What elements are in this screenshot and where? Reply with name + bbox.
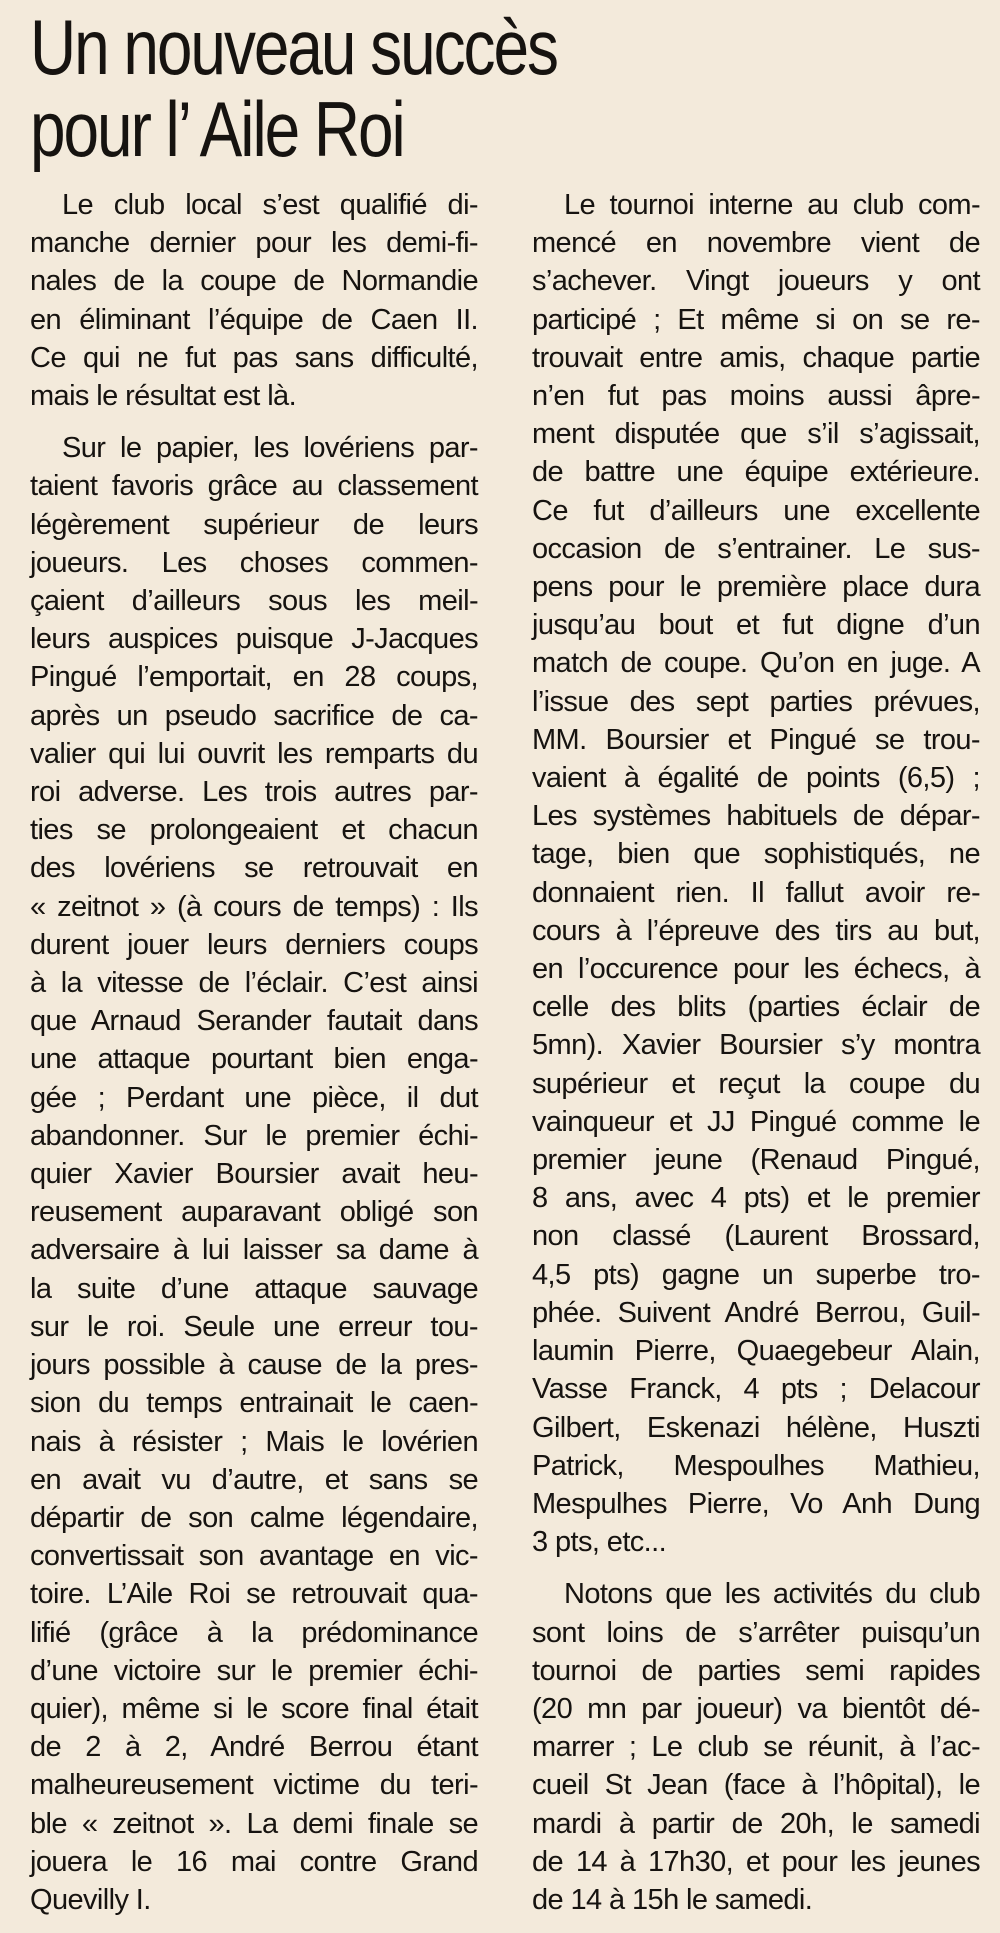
text-line: sur le roi. Seule une erreur tou-	[30, 1310, 478, 1343]
text-line: leurs auspices puisque J-Jacques	[30, 623, 478, 656]
text-line: marrer ; Le club se réunit, à l’ac-	[532, 1731, 980, 1764]
title-line: Un nouveau succès	[30, 3, 557, 91]
text-line: Sur le papier, les lovériens par-	[62, 432, 478, 465]
article-column-right	[532, 186, 980, 1933]
text-line: de battre une équipe extérieure.	[532, 456, 980, 489]
text-line: Le club local s’est qualifié di-	[62, 189, 478, 221]
text-line: trouvait entre amis, chaque partie	[532, 341, 980, 374]
text-line: phée. Suivent André Berrou, Guil-	[532, 1296, 980, 1329]
text-line: occasion de s’entrainer. Le sus-	[532, 532, 980, 565]
text-line: de 14 à 17h30, et pour les jeunes	[532, 1845, 980, 1878]
text-line: premier jeune (Renaud Pingué,	[532, 1144, 980, 1177]
text-line: ment disputée que s’il s’agissait,	[532, 418, 980, 451]
text-line: Le tournoi interne au club com-	[564, 189, 980, 221]
text-line: « zeitnot » (à cours de temps) : Ils	[30, 890, 478, 923]
text-line: manche dernier pour les demi-fi-	[30, 227, 478, 260]
text-line: 5mn). Xavier Boursier s’y montra	[532, 1029, 980, 1062]
text-line: nais à résister ; Mais le lovérien	[30, 1425, 478, 1458]
text-line: tage, bien que sophistiqués, ne	[532, 838, 980, 871]
text-line: roi adverse. Les trois autres par-	[30, 776, 478, 809]
text-line: la suite d’une attaque sauvage	[30, 1272, 478, 1305]
paragraph	[30, 429, 478, 1919]
text-line: match de coupe. Qu’on en juge. A	[532, 647, 980, 680]
text-line: Ce fut d’ailleurs une excellente	[532, 494, 980, 527]
text-line: Vasse Franck, 4 pts ; Delacour	[532, 1373, 980, 1406]
text-line: de 2 à 2, André Berrou étant	[30, 1731, 478, 1764]
text-line: participé ; Et même si on se re-	[532, 303, 980, 336]
text-line: départir de son calme légendaire,	[30, 1501, 478, 1534]
text-line: celle des blits (parties éclair de	[532, 991, 980, 1024]
text-line: 8 ans, avec 4 pts) et le premier	[532, 1182, 980, 1215]
text-line: l’issue des sept parties prévues,	[532, 685, 980, 718]
text-line: jouera le 16 mai contre Grand	[30, 1845, 478, 1878]
text-line: en avait vu d’autre, et sans se	[30, 1463, 478, 1496]
text-line: çaient d’ailleurs sous les meil-	[30, 585, 478, 618]
text-line: MM. Boursier et Pingué se trou-	[532, 723, 980, 756]
text-line: adversaire à lui laisser sa dame à	[30, 1234, 478, 1267]
text-line: Pingué l’emportait, en 28 coups,	[30, 661, 478, 694]
text-line: mardi à partir de 20h, le samedi	[532, 1807, 980, 1840]
text-line: des lovériens se retrouvait en	[30, 852, 478, 885]
text-line: jusqu’au bout et fut digne d’un	[532, 609, 980, 642]
text-line: que Arnaud Serander fautait dans	[30, 1005, 478, 1038]
text-line: en l’occurence pour les échecs, à	[532, 953, 980, 986]
text-line: tournoi de parties semi rapides	[532, 1654, 980, 1687]
text-line: gée ; Perdant une pièce, il dut	[30, 1081, 478, 1114]
text-line: ble « zeitnot ». La demi finale se	[30, 1807, 478, 1840]
text-line: 3 pts, etc...	[532, 1526, 667, 1559]
text-line: Patrick, Mespoulhes Mathieu,	[532, 1449, 980, 1482]
text-line: vainqueur et JJ Pingué comme le	[532, 1105, 980, 1138]
text-line: 4,5 pts) gagne un superbe tro-	[532, 1258, 980, 1291]
text-line: quier), même si le score final était	[30, 1692, 478, 1725]
text-line: s’achever. Vingt joueurs y ont	[532, 265, 980, 298]
text-line: mais le résultat est là.	[30, 380, 297, 413]
paragraph	[30, 186, 478, 415]
text-line: de 14 à 15h le samedi.	[532, 1883, 813, 1916]
text-line: non classé (Laurent Brossard,	[532, 1220, 980, 1253]
title-line: pour l’ Aile Roi	[30, 85, 404, 173]
text-line: quier Xavier Boursier avait heu-	[30, 1158, 478, 1191]
paragraph	[532, 1575, 980, 1919]
text-line: ties se prolongeaient et chacun	[30, 814, 478, 847]
text-line: Mespulhes Pierre, Vo Anh Dung	[532, 1487, 980, 1520]
text-line: vaient à égalité de points (6,5) ;	[532, 762, 980, 795]
paragraph	[532, 186, 980, 1561]
text-line: abandonner. Sur le premier échi-	[30, 1119, 478, 1152]
text-line: Quevilly I.	[30, 1883, 151, 1916]
text-line: supérieur et reçut la coupe du	[532, 1067, 980, 1100]
text-line: n’en fut pas moins aussi âpre-	[532, 380, 980, 413]
text-line: Gilbert, Eskenazi hélène, Huszti	[532, 1411, 980, 1444]
text-line: nales de la coupe de Normandie	[30, 265, 478, 298]
text-line: jours possible à cause de la pres-	[30, 1349, 478, 1382]
text-line: reusement auparavant obligé son	[30, 1196, 478, 1229]
text-line: lifié (grâce à la prédominance	[30, 1616, 478, 1649]
text-line: cueil St Jean (face à l’hôpital), le	[532, 1769, 980, 1802]
text-line: après un pseudo sacrifice de ca-	[30, 699, 478, 732]
text-line: en éliminant l’équipe de Caen II.	[30, 303, 478, 336]
text-line: pens pour le première place dura	[532, 571, 980, 604]
text-line: durent jouer leurs derniers coups	[30, 928, 478, 961]
text-line: d’une victoire sur le premier échi-	[30, 1654, 478, 1687]
text-line: une attaque pourtant bien enga-	[30, 1043, 478, 1076]
article-column-left	[30, 186, 478, 1933]
text-line: malheureusement victime du teri-	[30, 1769, 478, 1802]
text-line: laumin Pierre, Quaegebeur Alain,	[532, 1335, 980, 1368]
text-line: valier qui lui ouvrit les remparts du	[30, 737, 478, 770]
text-line: légèrement supérieur de leurs	[30, 508, 478, 541]
article-body	[30, 186, 980, 1933]
text-line: Les systèmes habituels de dépar-	[532, 800, 980, 833]
text-line: à la vitesse de l’éclair. C’est ainsi	[30, 967, 478, 1000]
text-line: mencé en novembre vient de	[532, 227, 980, 260]
text-line: joueurs. Les choses commen-	[30, 546, 478, 579]
text-line: (20 mn par joueur) va bientôt dé-	[532, 1692, 980, 1725]
text-line: toire. L’Aile Roi se retrouvait qua-	[30, 1578, 478, 1611]
text-line: taient favoris grâce au classement	[30, 470, 478, 503]
article-title	[30, 3, 604, 173]
text-line: sion du temps entrainait le caen-	[30, 1387, 478, 1420]
text-line: donnaient rien. Il fallut avoir re-	[532, 876, 980, 909]
text-line: convertissait son avantage en vic-	[30, 1540, 478, 1573]
text-line: Notons que les activités du club	[564, 1578, 980, 1611]
text-line: Ce qui ne fut pas sans difficulté,	[30, 341, 478, 374]
text-line: sont loins de s’arrêter puisqu’un	[532, 1616, 980, 1649]
text-line: cours à l’épreuve des tirs au but,	[532, 914, 980, 947]
